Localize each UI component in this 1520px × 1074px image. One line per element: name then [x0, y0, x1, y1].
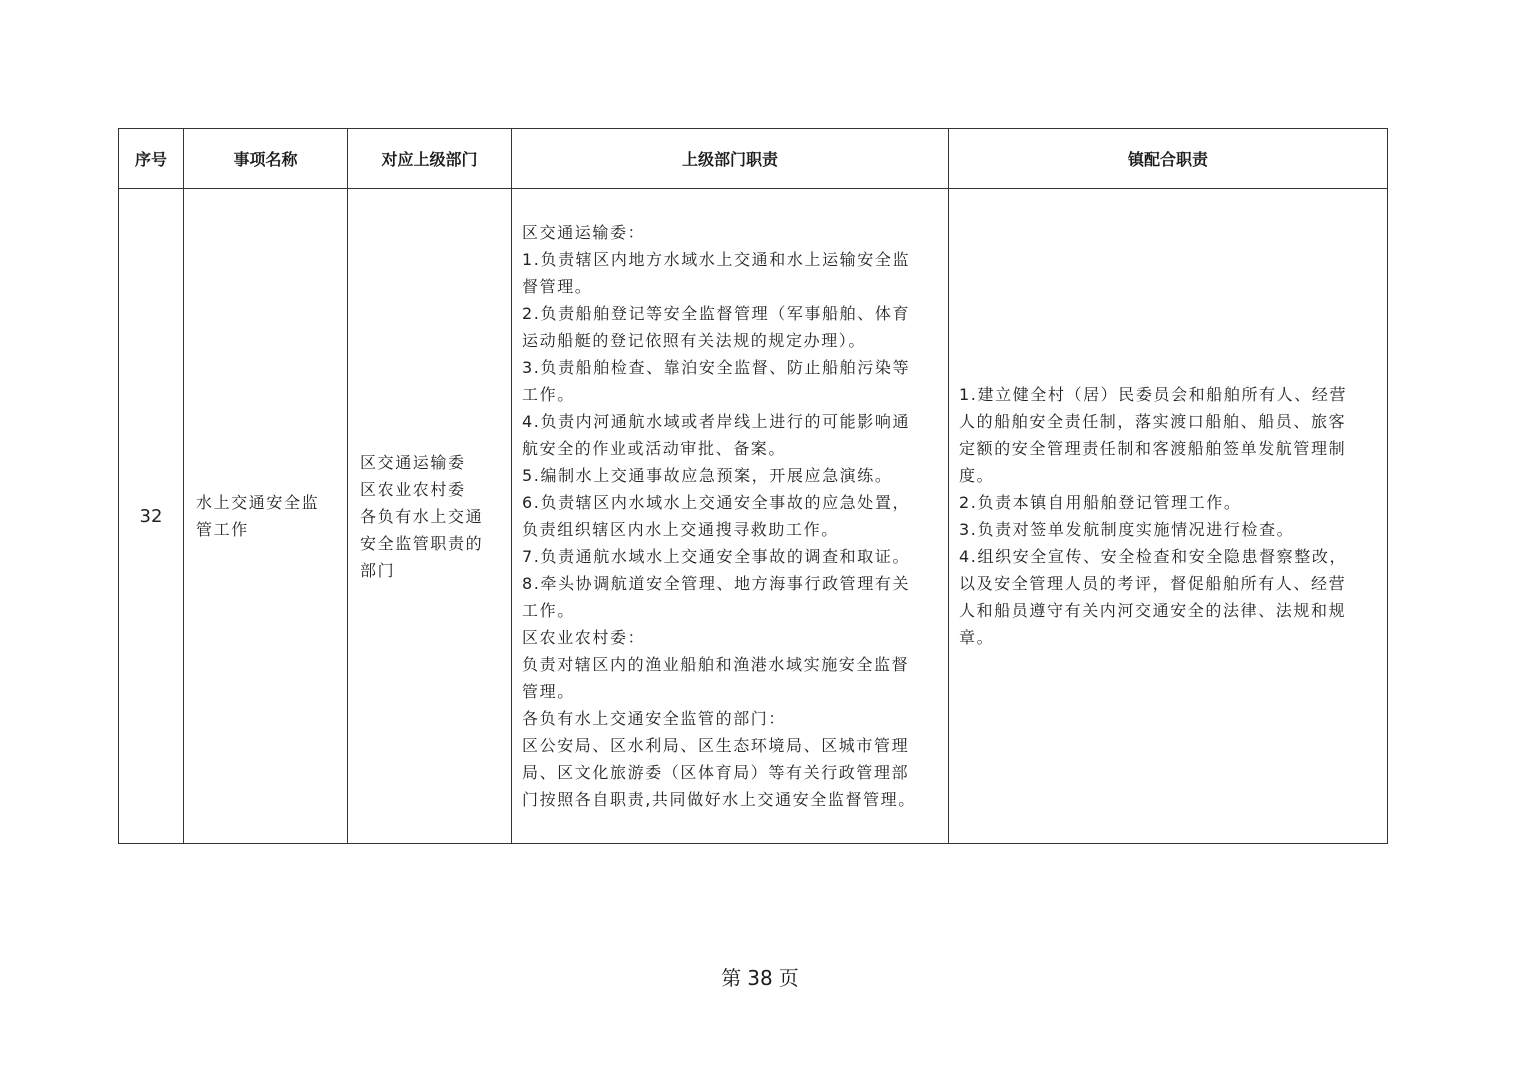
- table-header-row: [119, 129, 1388, 189]
- text-line: 督管理。: [522, 277, 593, 296]
- text-line: 负责对辖区内的渔业船舶和渔港水域实施安全监督: [522, 655, 910, 674]
- text-line: 5.编制水上交通事故应急预案，开展应急演练。: [522, 466, 893, 485]
- text-line: 负责组织辖区内水上交通搜寻救助工作。: [522, 520, 839, 539]
- text-line: 区交通运输委：: [522, 223, 646, 242]
- text-line: 6.负责辖区内水域水上交通安全事故的应急处置，: [522, 493, 911, 512]
- header-seq: 序号: [119, 129, 184, 189]
- text-line: 管理。: [522, 682, 575, 701]
- text-line: 安全监管职责的: [360, 533, 484, 553]
- text-line: 3.负责船舶检查、靠泊安全监督、防止船舶污染等: [522, 358, 911, 377]
- text-line: 8.牵头协调航道安全管理、地方海事行政管理有关: [522, 574, 911, 593]
- cell-superior-dept: [348, 189, 512, 844]
- text-line: 水上交通安全监: [196, 493, 320, 512]
- page-number: 38: [747, 966, 773, 990]
- cell-superior-duty: [512, 189, 949, 844]
- text-line: 各负有水上交通: [360, 506, 484, 526]
- page-suffix: 页: [778, 966, 799, 990]
- text-line: 以及安全管理人员的考评，督促船舶所有人、经营: [959, 574, 1347, 593]
- text-line: 度。: [959, 466, 995, 485]
- text-line: 部门: [360, 560, 396, 580]
- table-row: [119, 189, 1388, 844]
- text-line: 7.负责通航水域水上交通安全事故的调查和取证。: [522, 547, 911, 566]
- text-line: 工作。: [522, 601, 575, 620]
- cell-town-duty: [949, 189, 1388, 844]
- text-line: 4.组织安全宣传、安全检查和安全隐患督察整改，: [959, 547, 1348, 566]
- text-line: 章。: [959, 628, 995, 647]
- text-line: 4.负责内河通航水域或者岸线上进行的可能影响通: [522, 412, 911, 431]
- cell-seq: 32: [119, 189, 184, 844]
- text-line: 运动船艇的登记依照有关法规的规定办理）。: [522, 331, 867, 350]
- header-item-name: 事项名称: [184, 129, 348, 189]
- header-superior-duty: 上级部门职责: [512, 129, 949, 189]
- text-line: 2.负责船舶登记等安全监督管理（军事船舶、体育: [522, 304, 911, 323]
- text-line: 区农业农村委：: [522, 628, 646, 647]
- text-line: 1.建立健全村（居）民委员会和船舶所有人、经营: [959, 385, 1348, 404]
- text-line: 定额的安全管理责任制和客渡船舶签单发航管理制: [959, 439, 1347, 458]
- text-line: 门按照各自职责,共同做好水上交通安全监督管理。: [522, 790, 916, 809]
- text-line: 航安全的作业或活动审批、备案。: [522, 439, 787, 458]
- text-line: 区公安局、区水利局、区生态环境局、区城市管理: [522, 736, 910, 755]
- text-line: 人的船舶安全责任制，落实渡口船舶、船员、旅客: [959, 412, 1347, 431]
- responsibility-table: [118, 128, 1388, 844]
- text-line: 人和船员遵守有关内河交通安全的法律、法规和规: [959, 601, 1347, 620]
- cell-item-name: [184, 189, 348, 844]
- text-line: 区农业农村委: [360, 479, 466, 499]
- text-line: 1.负责辖区内地方水域水上交通和水上运输安全监: [522, 250, 911, 269]
- page-prefix: 第: [721, 966, 742, 990]
- text-line: 区交通运输委: [360, 452, 466, 472]
- text-line: 3.负责对签单发航制度实施情况进行检查。: [959, 520, 1295, 539]
- text-line: 管工作: [196, 520, 249, 539]
- text-line: 2.负责本镇自用船舶登记管理工作。: [959, 493, 1242, 512]
- page-footer: [0, 962, 1520, 991]
- header-superior-dept: 对应上级部门: [348, 129, 512, 189]
- header-town-duty: 镇配合职责: [949, 129, 1388, 189]
- text-line: 各负有水上交通安全监管的部门：: [522, 709, 787, 728]
- text-line: 工作。: [522, 385, 575, 404]
- text-line: 局、区文化旅游委（区体育局）等有关行政管理部: [522, 763, 910, 782]
